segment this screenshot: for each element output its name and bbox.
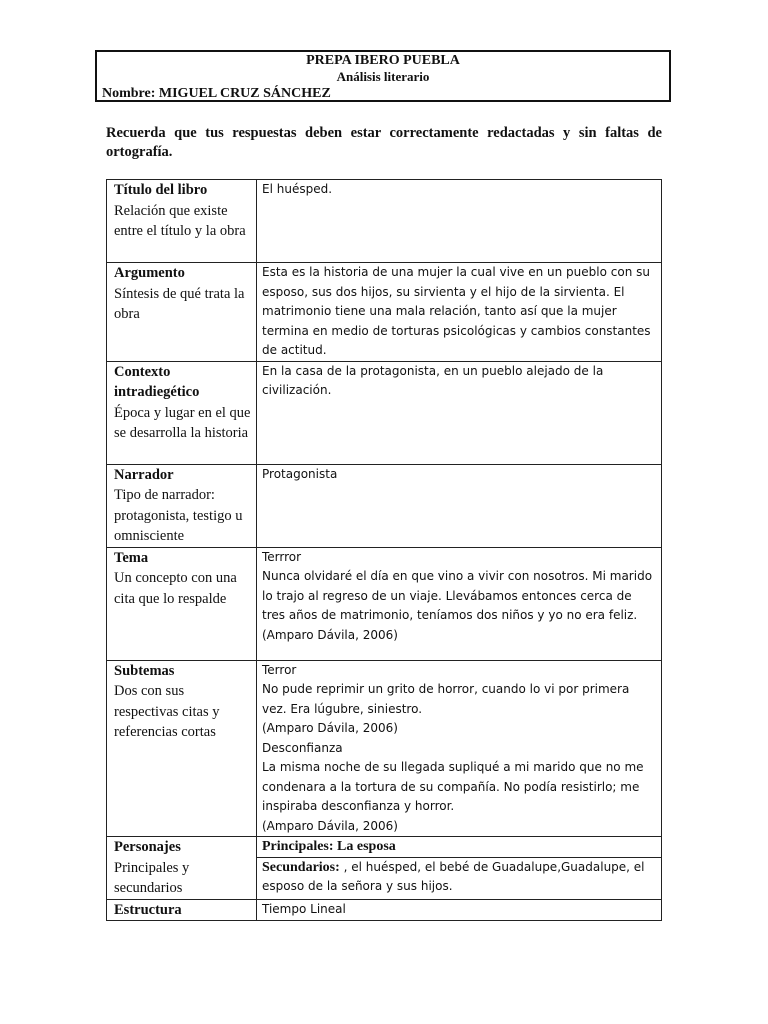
analysis-table (106, 179, 662, 921)
row-label (107, 464, 257, 547)
table-row (107, 464, 662, 547)
row-label (107, 660, 257, 837)
document-header (95, 50, 671, 102)
table-row (107, 660, 662, 837)
row-description: Época y lugar en el que se desarrolla la historia (114, 404, 251, 441)
row-content (257, 837, 662, 900)
row-description: Un concepto con una cita que lo respalde (114, 570, 237, 607)
row-content: En la casa de la protagonista, en un pueblo alejado de la civilización. (257, 361, 662, 464)
subtheme-quote: La misma noche de su llegada supliqué a mi marido que no me condenara a la tortura de su compañía. No podía resistirlo; me inspiraba desconfianza y horror. (262, 760, 644, 813)
row-title: Narrador (114, 466, 174, 483)
school-name: PREPA IBERO PUEBLA (306, 53, 460, 68)
row-content: El huésped. (257, 180, 662, 263)
row-description: Síntesis de qué trata la obra (114, 285, 245, 322)
subtheme-citation: (Amparo Dávila, 2006) (262, 721, 398, 735)
table-row (107, 837, 662, 900)
instructions-text: Recuerda que tus respuestas deben estar correctamente redactadas y sin faltas de ortografía. (106, 125, 662, 160)
theme-name: Terrror (262, 549, 302, 564)
subtheme-quote: No pude reprimir un grito de horror, cuando lo vi por primera vez. Era lúgubre, siniestro. (262, 682, 630, 716)
row-title: Título del libro (114, 182, 208, 198)
table-row (107, 899, 662, 921)
row-label (107, 837, 257, 900)
row-label (107, 180, 257, 263)
row-description: Dos con sus respectivas citas y referencias cortas (114, 683, 220, 740)
secondary-label: Secundarios: (262, 859, 340, 875)
row-title: Personajes (114, 839, 181, 855)
row-title: Subtemas (114, 662, 175, 679)
table-row (107, 361, 662, 464)
row-title: Argumento (114, 265, 185, 281)
row-description: Tipo de narrador: protagonista, testigo u omnisciente (114, 487, 243, 544)
subject-title: Análisis literario (336, 69, 430, 84)
row-title: Estructura (114, 901, 182, 918)
row-content: Tiempo Lineal (257, 899, 662, 921)
row-content: Protagonista (257, 464, 662, 547)
table-row (107, 263, 662, 362)
secondary-characters (262, 858, 656, 897)
subtheme-citation: (Amparo Dávila, 2006) (262, 818, 398, 833)
secondary-text: , el huésped, el bebé de Guadalupe,Guadalupe, el esposo de la señora y sus hijos. (262, 859, 645, 893)
row-title: Tema (114, 549, 149, 566)
subtheme-name: Desconfianza (262, 740, 343, 755)
table-row (107, 180, 662, 263)
principal-characters (257, 837, 661, 858)
row-description: Relación que existe entre el título y la obra (114, 202, 246, 239)
row-label (107, 263, 257, 362)
row-description: Principales y secundarios (114, 859, 190, 896)
row-title: Contexto intradiegético (114, 363, 200, 400)
subtheme-name: Terror (262, 662, 297, 677)
student-name: Nombre: MIGUEL CRUZ SÁNCHEZ (102, 86, 331, 101)
row-content (257, 660, 662, 837)
theme-citation: (Amparo Dávila, 2006) (262, 627, 398, 642)
row-label (107, 899, 257, 921)
row-content (257, 547, 662, 660)
row-content: Esta es la historia de una mujer la cual vive en un pueblo con su esposo, sus dos hijos, su sirvienta y el hijo de la sirvienta. El matrimonio tiene una mala relación, tanto así que la mujer termina en medio de torturas psicológicas y cambios constantes de actitud. (257, 263, 662, 362)
row-label (107, 361, 257, 464)
theme-quote: Nunca olvidaré el día en que vino a vivir con nosotros. Mi marido lo trajo al regreso de un viaje. Llevábamos entonces cerca de tres años de matrimonio, teníamos dos niños y yo no era feliz. (262, 569, 653, 622)
table-row (107, 547, 662, 660)
principal-label: Principales: La esposa (262, 839, 396, 854)
row-label (107, 547, 257, 660)
